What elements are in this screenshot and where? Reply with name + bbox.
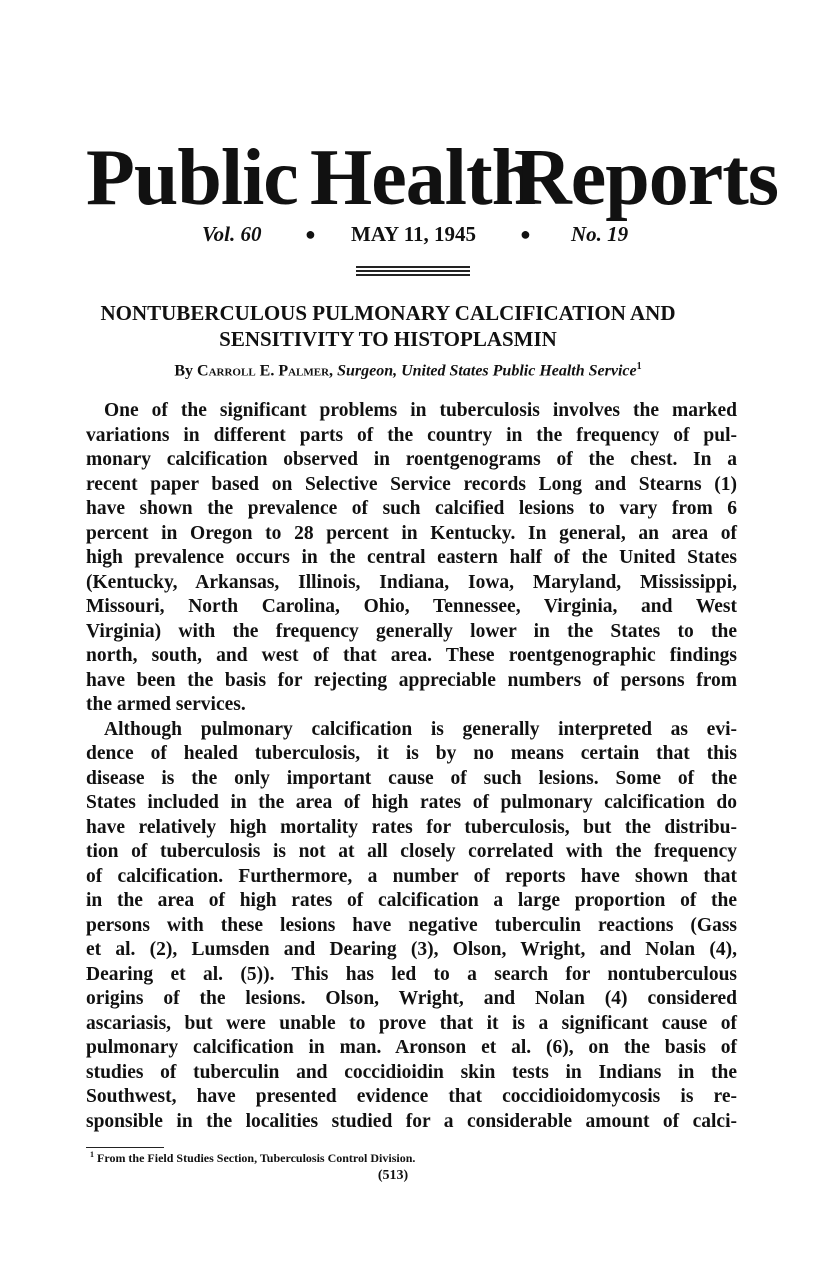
body-line: ascariasis, but were unable to prove that it is a significant cause of xyxy=(86,1012,737,1034)
footnote-text: From the Field Studies Section, Tuberculosis Control Division. xyxy=(97,1151,416,1165)
body-line: Dearing et al. (5)). This has led to a search for nontuberculous xyxy=(86,963,737,985)
issue-date: MAY 11, 1945 xyxy=(351,222,477,246)
body-line: sponsible in the localities studied for a considerable amount of calci- xyxy=(86,1110,737,1132)
footnote-marker: 1 xyxy=(90,1150,94,1159)
body-line: States included in the area of high rates of pulmonary calcification do xyxy=(86,792,737,813)
body-line: Southwest, have presented evidence that coccidioidomycosis is re- xyxy=(86,1086,737,1107)
body-line: monary calcification observed in roentgenograms of the chest. In a xyxy=(86,449,737,470)
article-title xyxy=(60,300,716,352)
author-name: Carroll E. Palmer, xyxy=(197,362,334,380)
body-line: Virginia) with the frequency generally lower in the States to the xyxy=(86,620,737,642)
decorative-rule xyxy=(356,266,470,278)
body-line: One of the significant problems in tuberculosis involves the marked xyxy=(104,400,737,421)
bullet-icon: ● xyxy=(305,224,316,244)
body-line: pulmonary calcification in man. Aronson et al. (6), on the basis of xyxy=(86,1037,737,1058)
issue-number: No. 19 xyxy=(571,222,629,246)
body-line: persons with these lesions have negative tuberculin reactions (Gass xyxy=(86,914,737,936)
body-line: percent in Oregon to 28 percent in Kentucky. In general, an area of xyxy=(86,522,737,544)
issue-line xyxy=(180,222,640,250)
journal-masthead xyxy=(86,134,779,222)
masthead-word-public: Public xyxy=(86,134,298,222)
body-line: et al. (2), Lumsden and Dearing (3), Olson, Wright, and Nolan (4), xyxy=(86,939,737,960)
body-line: the armed services. xyxy=(86,694,246,715)
body-line: recent paper based on Selective Service records Long and Stearns (1) xyxy=(86,473,737,495)
body-line: (Kentucky, Arkansas, Illinois, Indiana, Iowa, Maryland, Mississippi, xyxy=(86,571,737,593)
body-line: high prevalence occurs in the central eastern half of the United States xyxy=(86,547,737,568)
body-line: tion of tuberculosis is not at all closely correlated with the frequency xyxy=(86,841,737,862)
body-line: in the area of high rates of calcification a large proportion of the xyxy=(86,890,737,911)
body-line: Although pulmonary calcification is generally interpreted as evi- xyxy=(104,718,737,740)
footnote xyxy=(90,1147,415,1166)
article-title-line: SENSITIVITY TO HISTOPLASMIN xyxy=(219,327,557,351)
body-line: studies of tuberculin and coccidioidin skin tests in Indians in the xyxy=(86,1061,737,1083)
body-line: Missouri, North Carolina, Ohio, Tennessee, Virginia, and West xyxy=(86,596,737,617)
page-number: (513) xyxy=(377,1168,409,1183)
body-line: of calcification. Furthermore, a number of reports have shown that xyxy=(86,865,737,887)
body-line: origins of the lesions. Olson, Wright, and Nolan (4) considered xyxy=(86,988,737,1009)
body-line: have been the basis for rejecting appreciable numbers of persons from xyxy=(86,669,737,691)
author-title: Surgeon, United States Public Health Service xyxy=(337,362,637,380)
bullet-icon: ● xyxy=(520,224,531,244)
body-line: have relatively high mortality rates for tuberculosis, but the distribu- xyxy=(86,816,737,838)
volume-label: Vol. 60 xyxy=(202,222,262,246)
article-title-line: NONTUBERCULOUS PULMONARY CALCIFICATION AND xyxy=(100,301,676,325)
masthead-word-reports: Reports xyxy=(514,134,779,222)
masthead-word-health: Health xyxy=(310,134,536,222)
body-line: variations in different parts of the country in the frequency of pul- xyxy=(86,424,737,446)
body-line: north, south, and west of that area. These roentgenographic findings xyxy=(86,645,737,666)
body-line: disease is the only important cause of such lesions. Some of the xyxy=(86,767,737,789)
byline-prefix: By xyxy=(174,362,194,380)
article-byline xyxy=(80,361,736,380)
footnote-marker: 1 xyxy=(636,361,642,372)
body-line: dence of healed tuberculosis, it is by no means certain that this xyxy=(86,743,737,764)
body-line: have shown the prevalence of such calcified lesions to vary from 6 xyxy=(86,498,737,519)
